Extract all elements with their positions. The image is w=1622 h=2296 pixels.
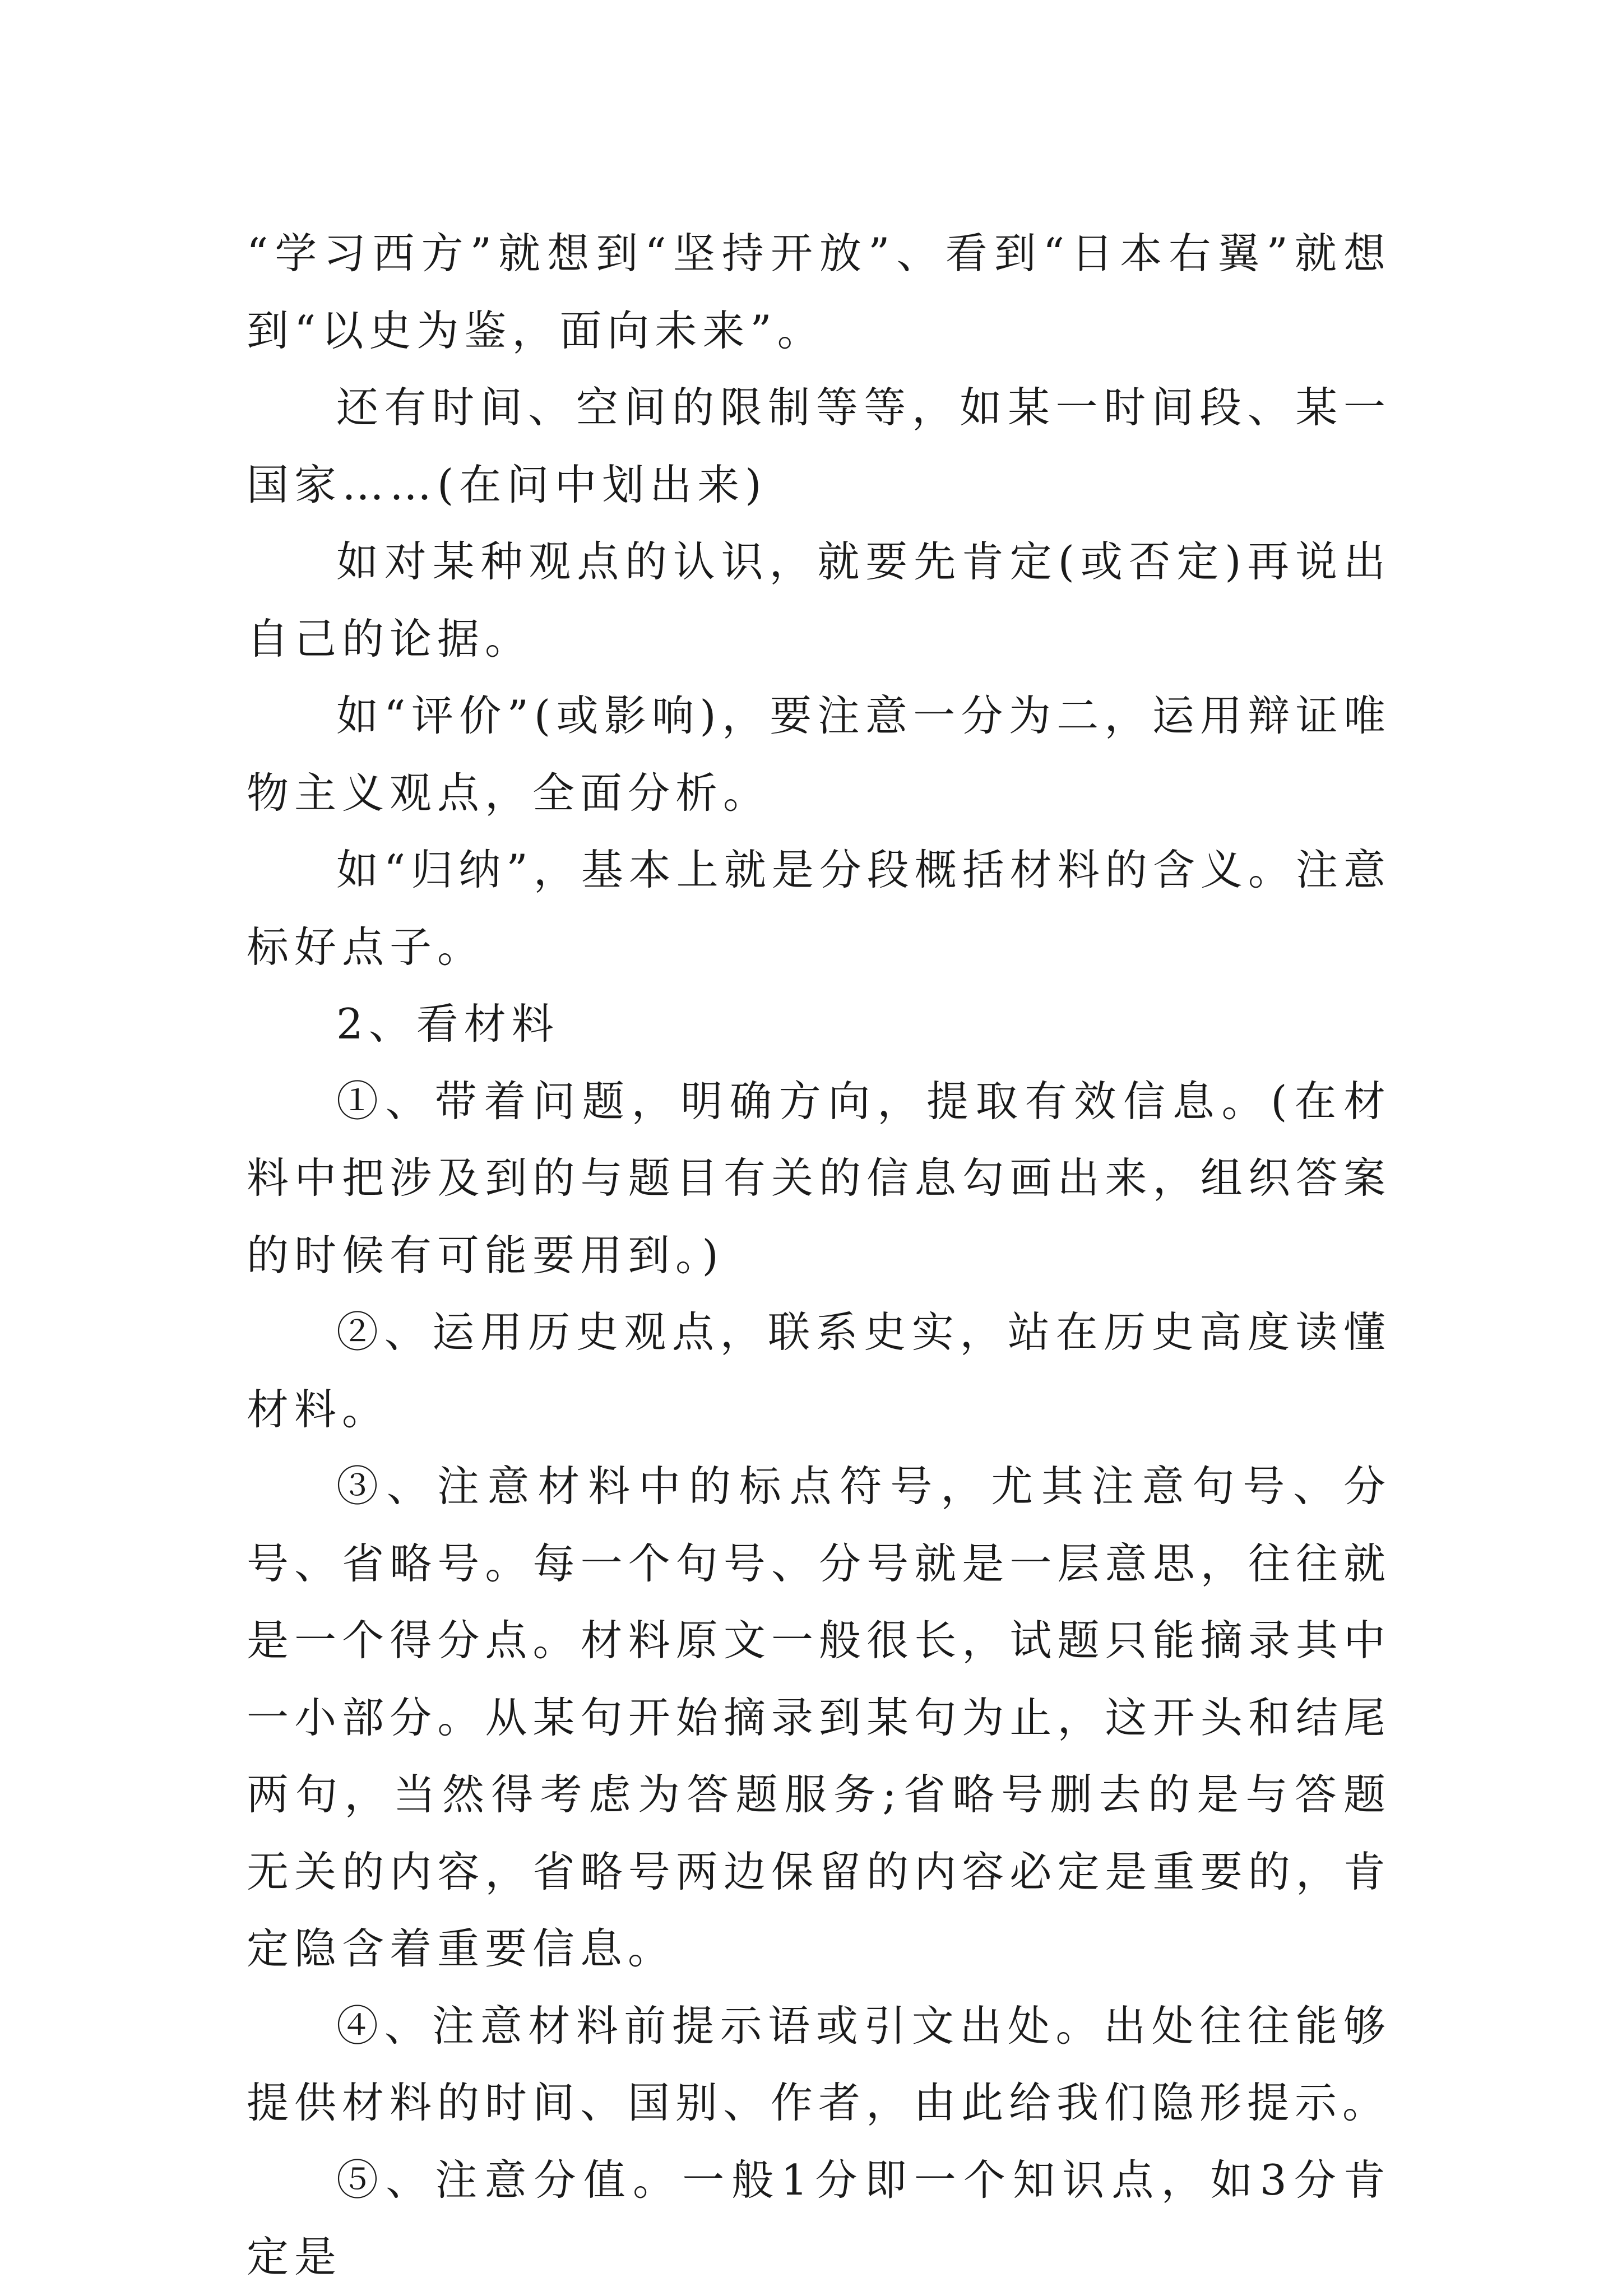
paragraph-evaluation: 如“评价”(或影响)，要注意一分为二，运用辩证唯物主义观点，全面分析。: [247, 691, 1391, 818]
section-heading-read-material: 2、看材料: [336, 999, 559, 1049]
list-item-2: ②、运用历史观点，联系史实，站在历史高度读懂材料。: [247, 1307, 1391, 1434]
paragraph-continuation: “学习西方”就想到“坚持开放”、看到“日本右翼”就想到“以史为鉴，面向未来”。: [247, 229, 1391, 355]
list-item-4: ④、注意材料前提示语或引文出处。出处往往能够提供材料的时间、国别、作者，由此给我们隐形提示。: [247, 2001, 1391, 2127]
list-item-3: ③、注意材料中的标点符号，尤其注意句号、分号、省略号。每一个句号、分号就是一层意思，往往就是一个得分点。材料原文一般很长，试题只能摘录其中一小部分。从某句开始摘录到某句为止，这开头和结尾两句，当然得考虑为答题服务;省略号删去的是与答题无关的内容，省略号两边保留的内容必定是重要的，肯定隐含着重要信息。: [247, 1462, 1391, 1973]
paragraph-viewpoint-recognition: 如对某种观点的认识，就要先肯定(或否定)再说出自己的论据。: [247, 537, 1391, 664]
paragraph-summarize: 如“归纳”，基本上就是分段概括材料的含义。注意标好点子。: [247, 845, 1391, 972]
document-body: [247, 215, 1391, 2296]
paragraph-time-space-limits: 还有时间、空间的限制等等，如某一时间段、某一国家……(在问中划出来): [247, 383, 1391, 509]
list-item-1: ①、带着问题，明确方向，提取有效信息。(在材料中把涉及到的与题目有关的信息勾画出来，组织答案的时候有可能要用到。): [247, 1076, 1391, 1280]
list-item-5: ⑤、注意分值。一般1分即一个知识点，如3分肯定是: [247, 2155, 1391, 2281]
